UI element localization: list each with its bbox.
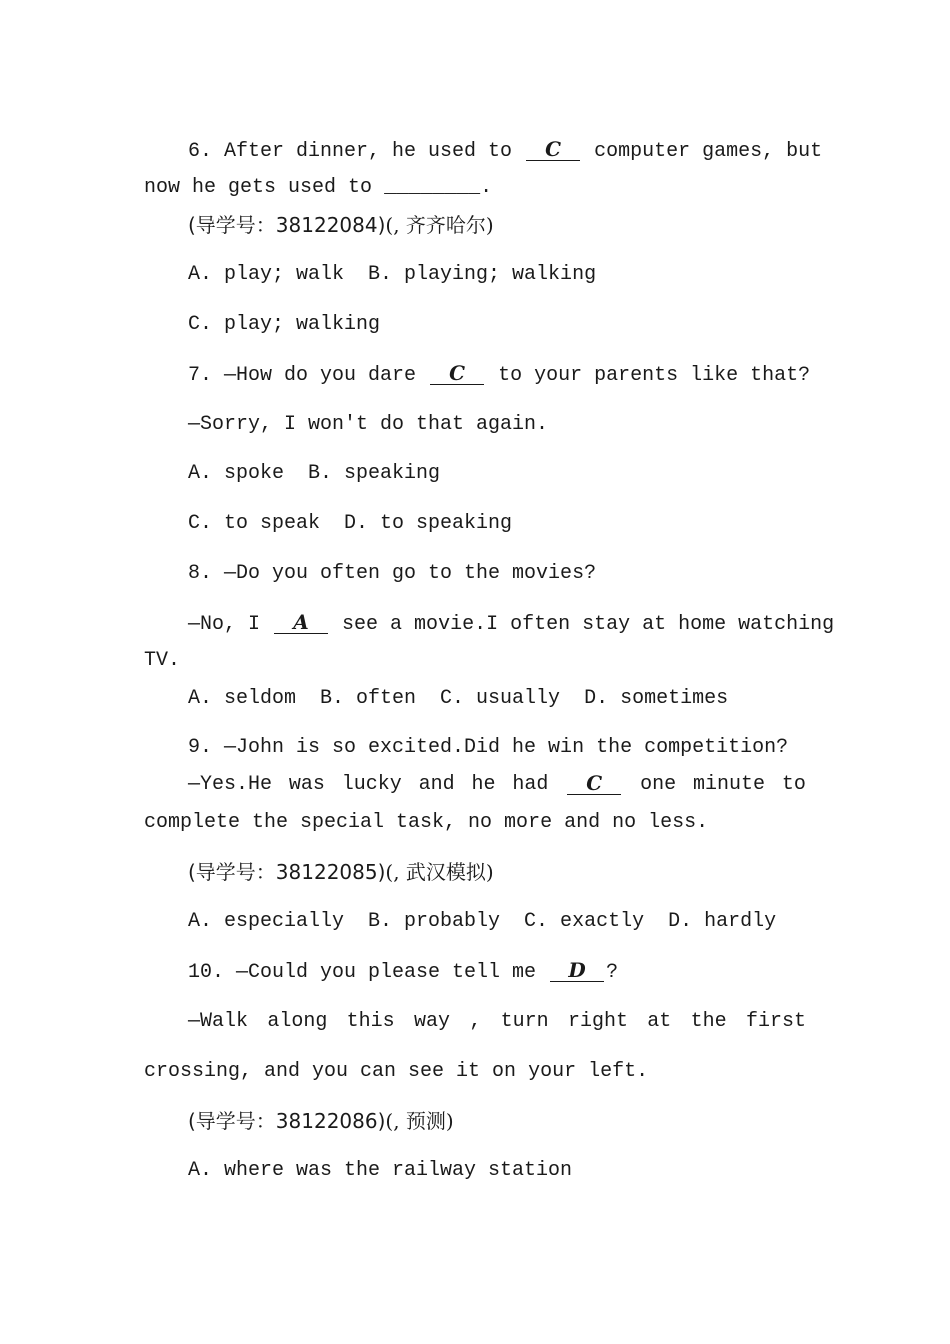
reply-7: —Sorry, I won't do that again. — [188, 413, 549, 436]
options-7-line-1: A. spoke B. speaking — [188, 462, 441, 485]
source-note-10: (导学号：38122086)(, 预测) — [188, 1109, 454, 1133]
question-6-line-2: now he gets used to ________. — [144, 176, 493, 199]
options-8: A. seldom B. often C. usually D. sometimes — [188, 687, 729, 710]
options-7-line-2: C. to speak D. to speaking — [188, 512, 513, 535]
options-10-line-1: A. where was the railway station — [188, 1159, 573, 1182]
reply-9-line-2: complete the special task, no more and no less. — [144, 811, 709, 834]
question-9: 9. —John is so excited.Did he win the competition? — [188, 736, 789, 759]
answer-blank-8: A — [274, 611, 328, 634]
source-note-6: (导学号：38122084)(, 齐齐哈尔) — [188, 213, 494, 237]
answer-blank-6: C — [526, 138, 580, 161]
answer-blank-10: D — [550, 959, 604, 982]
reply-9-line-1: —Yes.He was lucky and he had C one minute to — [188, 771, 806, 796]
options-6-line-2: C. play; walking — [188, 313, 381, 336]
reply-10-line-1: —Walk along this way , turn right at the first — [188, 1010, 806, 1033]
options-9: A. especially B. probably C. exactly D. hardly — [188, 910, 777, 933]
question-10: 10. —Could you please tell me D ? — [188, 958, 619, 984]
source-note-9: (导学号：38122085)(, 武汉模拟) — [188, 860, 494, 884]
answer-blank-7: C — [430, 362, 484, 385]
reply-8-line-2: TV. — [144, 649, 181, 672]
reply-10-line-2: crossing, and you can see it on your left. — [144, 1060, 649, 1083]
question-7: 7. —How do you dare C to your parents like that? — [188, 361, 811, 387]
reply-8-line-1: —No, I A see a movie.I often stay at home watching — [188, 610, 835, 636]
options-6-line-1: A. play; walk B. playing; walking — [188, 263, 597, 286]
answer-blank-9: C — [567, 772, 621, 795]
question-8: 8. —Do you often go to the movies? — [188, 562, 597, 585]
empty-blank: ________ — [384, 176, 481, 199]
question-6-line-1: 6. After dinner, he used to C computer games, but — [188, 137, 823, 163]
